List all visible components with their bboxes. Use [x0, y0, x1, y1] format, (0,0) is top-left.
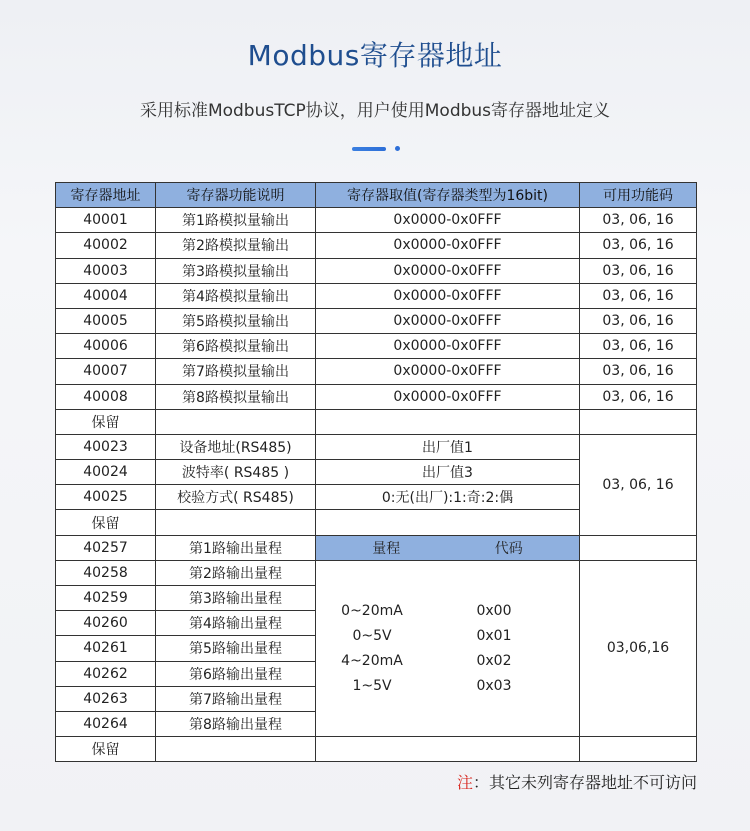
register-description: 第1路输出量程	[156, 535, 316, 560]
register-description: 校验方式( RS485)	[156, 485, 316, 510]
register-address: 40023	[56, 434, 156, 459]
register-description: 第5路输出量程	[156, 636, 316, 661]
register-address: 40005	[56, 308, 156, 333]
range-code-header	[316, 535, 580, 560]
register-address: 40259	[56, 586, 156, 611]
register-description: 第3路模拟量输出	[156, 258, 316, 283]
register-description: 第8路模拟量输出	[156, 384, 316, 409]
code-value: 0x02	[476, 653, 512, 670]
register-value: 0x0000-0x0FFF	[316, 208, 580, 233]
range-header: 量程	[372, 540, 401, 557]
register-description: 第6路输出量程	[156, 661, 316, 686]
table-row	[56, 359, 697, 384]
register-description: 第4路输出量程	[156, 611, 316, 636]
column-header: 寄存器地址	[56, 183, 156, 208]
register-description: 第8路输出量程	[156, 711, 316, 736]
register-description: 第4路模拟量输出	[156, 283, 316, 308]
register-value: 0x0000-0x0FFF	[316, 233, 580, 258]
range-value: 0~20mA	[341, 602, 403, 619]
register-description: 第1路模拟量输出	[156, 208, 316, 233]
register-address: 40003	[56, 258, 156, 283]
reserved-label: 保留	[56, 409, 156, 434]
title-accent-decoration	[352, 146, 388, 152]
code-value: 0x03	[476, 678, 512, 695]
accent-dot	[395, 146, 400, 151]
table-row	[56, 384, 697, 409]
column-header: 寄存器取值(寄存器类型为16bit)	[316, 183, 580, 208]
column-header: 可用功能码	[580, 183, 697, 208]
page-title: Modbus寄存器地址	[247, 39, 503, 72]
reserved-label: 保留	[56, 737, 156, 762]
reserved-row	[56, 409, 697, 434]
table-row	[56, 334, 697, 359]
register-value: 0x0000-0x0FFF	[316, 283, 580, 308]
register-value: 0x0000-0x0FFF	[316, 384, 580, 409]
register-description: 波特率( RS485 )	[156, 460, 316, 485]
register-description: 第7路模拟量输出	[156, 359, 316, 384]
register-value: 0x0000-0x0FFF	[316, 359, 580, 384]
table-row	[56, 258, 697, 283]
function-codes: 03, 06, 16	[580, 359, 697, 384]
table-row	[56, 233, 697, 258]
function-codes: 03, 06, 16	[580, 233, 697, 258]
function-codes: 03, 06, 16	[580, 258, 697, 283]
register-address: 40001	[56, 208, 156, 233]
range-value: 1~5V	[352, 678, 392, 695]
reserved-label: 保留	[56, 510, 156, 535]
code-value: 0x01	[476, 627, 512, 644]
register-value: 0:无(出厂):1:奇:2:偶	[316, 485, 580, 510]
register-table	[55, 182, 697, 762]
footnote-text: ：其它未列寄存器地址不可访问	[472, 773, 697, 792]
function-codes: 03, 06, 16	[580, 384, 697, 409]
register-address: 40258	[56, 560, 156, 585]
column-header: 寄存器功能说明	[156, 183, 316, 208]
range-code-item	[316, 648, 579, 673]
register-address: 40264	[56, 711, 156, 736]
register-address: 40260	[56, 611, 156, 636]
range-code-list	[316, 560, 580, 736]
function-codes: 03, 06, 16	[580, 434, 697, 535]
function-codes: 03, 06, 16	[580, 308, 697, 333]
register-address: 40263	[56, 686, 156, 711]
register-address: 40002	[56, 233, 156, 258]
code-header: 代码	[494, 540, 523, 557]
register-value: 0x0000-0x0FFF	[316, 334, 580, 359]
register-address: 40007	[56, 359, 156, 384]
reserved-row	[56, 737, 697, 762]
register-value: 0x0000-0x0FFF	[316, 258, 580, 283]
register-description: 第2路模拟量输出	[156, 233, 316, 258]
range-code-item	[316, 598, 579, 623]
register-description: 第2路输出量程	[156, 560, 316, 585]
register-address: 40024	[56, 460, 156, 485]
register-address: 40008	[56, 384, 156, 409]
range-value: 0~5V	[352, 627, 392, 644]
register-address: 40006	[56, 334, 156, 359]
accent-bar	[352, 147, 386, 151]
register-address: 40257	[56, 535, 156, 560]
register-address: 40004	[56, 283, 156, 308]
table-row	[56, 535, 697, 560]
register-value: 出厂值1	[316, 434, 580, 459]
register-description: 第7路输出量程	[156, 686, 316, 711]
range-code-item	[316, 674, 579, 699]
register-description: 第3路输出量程	[156, 586, 316, 611]
function-codes: 03,06,16	[580, 560, 697, 736]
table-header-row	[56, 183, 697, 208]
table-row	[56, 208, 697, 233]
register-address: 40025	[56, 485, 156, 510]
register-value: 0x0000-0x0FFF	[316, 308, 580, 333]
register-address: 40262	[56, 661, 156, 686]
range-code-item	[316, 623, 579, 648]
code-value: 0x00	[476, 602, 512, 619]
page-subtitle: 采用标准ModbusTCP协议，用户使用Modbus寄存器地址定义	[139, 101, 611, 121]
range-value: 4~20mA	[341, 653, 403, 670]
table-row	[56, 434, 697, 459]
function-codes: 03, 06, 16	[580, 283, 697, 308]
register-description: 第5路模拟量输出	[156, 308, 316, 333]
table-row	[56, 308, 697, 333]
function-codes: 03, 06, 16	[580, 208, 697, 233]
footnote-mark: 注	[456, 773, 473, 792]
register-value: 出厂值3	[316, 460, 580, 485]
register-description: 第6路模拟量输出	[156, 334, 316, 359]
table-row	[56, 283, 697, 308]
table-row	[56, 560, 697, 585]
footnote	[457, 770, 697, 793]
register-address: 40261	[56, 636, 156, 661]
register-description: 设备地址(RS485)	[156, 434, 316, 459]
function-codes: 03, 06, 16	[580, 334, 697, 359]
